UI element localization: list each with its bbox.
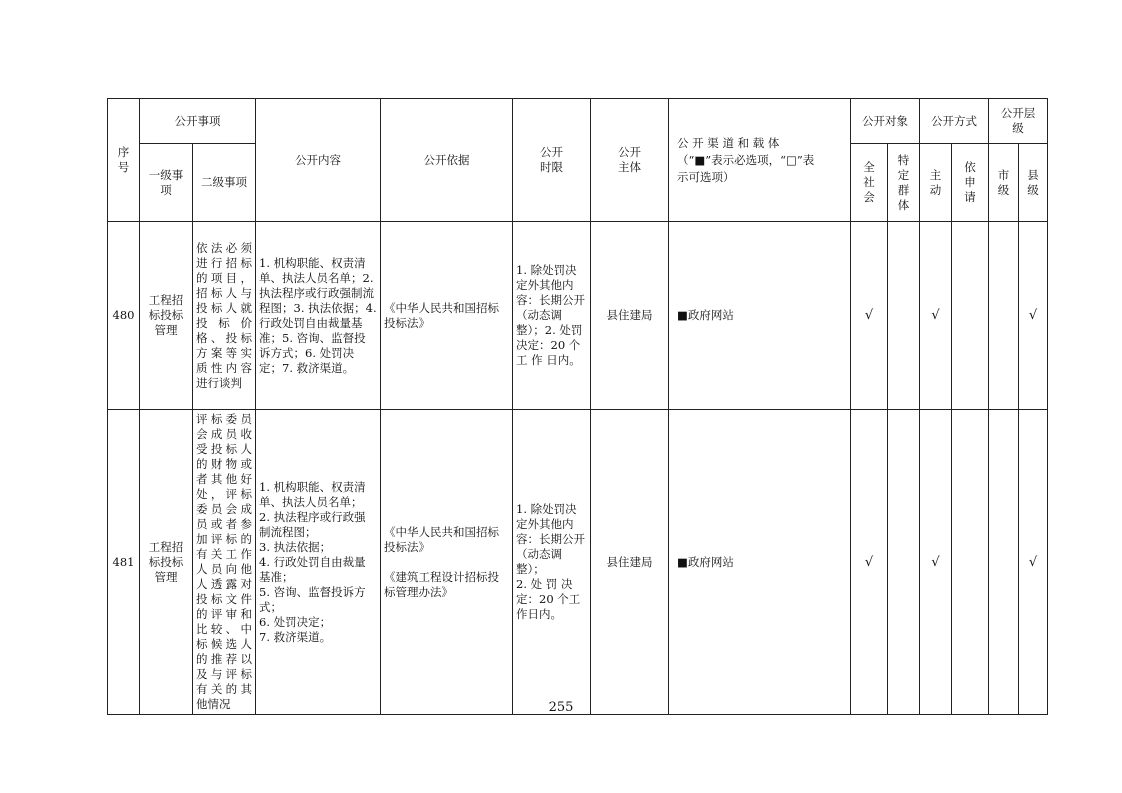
header-level1: 一级事 项 (140, 144, 193, 222)
row-level-county-check: √ (1019, 410, 1048, 715)
row-seq: 480 (108, 222, 140, 410)
row-time-limit: 1. 除处罚决定外其他内容：长期公开（动态调整）； 2. 处 罚 决定：20 个工作日内。 (513, 410, 591, 715)
header-matter: 公开事项 (140, 99, 256, 144)
row-level2: 评标委员会成员收受投标人的财物或者其他好处，评标委员会成员或者参加评标的有关工作人员向他人透露对投标文件的评审和比较、中标候选人的推荐以及与评标有关的其他情况 (193, 410, 256, 715)
header-level-city: 市 级 (989, 144, 1019, 222)
row-target-all-check: √ (851, 222, 888, 410)
header-content: 公开内容 (256, 99, 381, 222)
row-level2: 依法必须进行招标的项目，招标人与投标人就投 标 价格、投标方案等实质性内容进行谈判 (193, 222, 256, 410)
row-mode-active-check: √ (920, 410, 952, 715)
row-target-specific-check (888, 410, 920, 715)
header-subject: 公开 主体 (591, 99, 669, 222)
row-seq: 481 (108, 410, 140, 715)
row-content: 1. 机构职能、权责清单、执法人员名单；2. 执法程序或行政强制流程图；3. 执法依据；4. 行政处罚自由裁量基准；5. 咨询、监督投诉方式；6. 处罚决定；7. 救济渠道。 (256, 222, 381, 410)
table-row (108, 410, 1048, 715)
header-basis: 公开依据 (381, 99, 513, 222)
header-mode: 公开方式 (920, 99, 989, 144)
row-channel: ■政府网站 (669, 222, 851, 410)
header-mode-apply: 依 申 请 (952, 144, 989, 222)
row-basis: 《中华人民共和国招标投标法》 《建筑工程设计招标投标管理办法》 (381, 410, 513, 715)
disclosure-table (107, 98, 1048, 715)
row-mode-apply-check (952, 222, 989, 410)
header-target-specific: 特 定 群 体 (888, 144, 920, 222)
row-target-specific-check (888, 222, 920, 410)
header-level2: 二级事项 (193, 144, 256, 222)
header-level: 公开层 级 (989, 99, 1048, 144)
header-row-top (108, 99, 1048, 144)
header-channel: 公 开 渠 道 和 载 体 （“■”表示必选项，“□”表 示可选项） (669, 99, 851, 222)
row-level-county-check: √ (1019, 222, 1048, 410)
row-time-limit: 1. 除处罚决定外其他内容：长期公开（动态调整）；2. 处罚决定：20 个 工 作 日内。 (513, 222, 591, 410)
row-level-city-check (989, 410, 1019, 715)
header-level-county: 县 级 (1019, 144, 1048, 222)
table-row (108, 222, 1048, 410)
row-subject: 县住建局 (591, 410, 669, 715)
page-number: 255 (548, 700, 574, 715)
header-mode-active: 主 动 (920, 144, 952, 222)
header-target: 公开对象 (851, 99, 920, 144)
row-content: 1. 机构职能、权责清单、执法人员名单； 2. 执法程序或行政强制流程图； 3. 执法依据； 4. 行政处罚自由裁量基准； 5. 咨询、监督投诉方式； 6. 处罚决定； 7. 救济渠道。 (256, 410, 381, 715)
row-channel: ■政府网站 (669, 410, 851, 715)
row-subject: 县住建局 (591, 222, 669, 410)
row-level1: 工程招 标投标 管理 (140, 410, 193, 715)
row-basis: 《中华人民共和国招标投标法》 (381, 222, 513, 410)
header-time-limit: 公开 时限 (513, 99, 591, 222)
header-target-all: 全 社 会 (851, 144, 888, 222)
row-level1: 工程招 标投标 管理 (140, 222, 193, 410)
header-seq: 序 号 (108, 99, 140, 222)
row-mode-active-check: √ (920, 222, 952, 410)
row-target-all-check: √ (851, 410, 888, 715)
row-level-city-check (989, 222, 1019, 410)
row-mode-apply-check (952, 410, 989, 715)
